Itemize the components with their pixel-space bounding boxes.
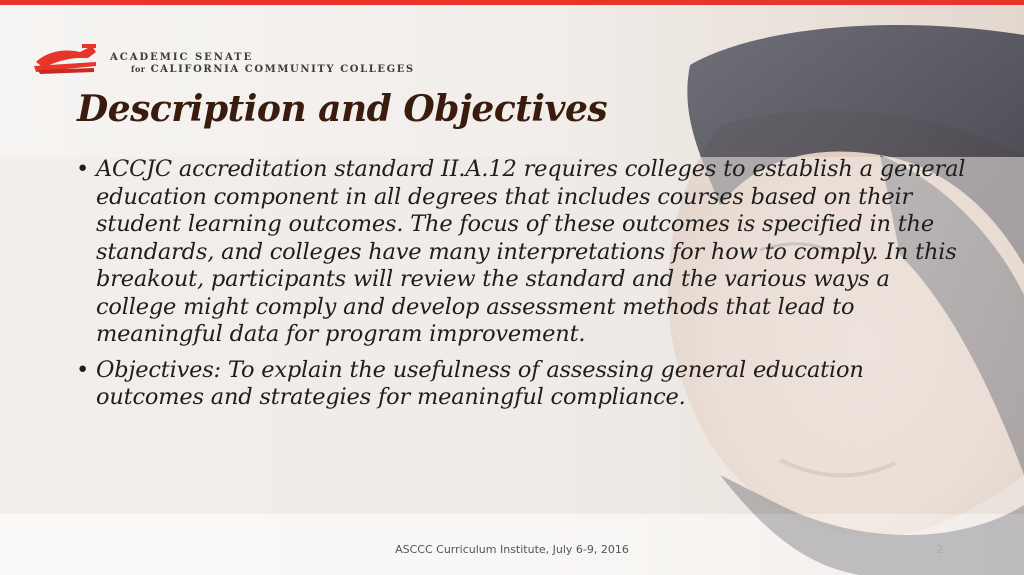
bullet-dot-icon: • [76,156,90,182]
slide-footer: ASCCC Curriculum Institute, July 6-9, 2016 [395,543,629,556]
page-number: 2 [936,543,943,556]
bullet-text: Objectives: To explain the usefulness of assessing general education outcomes and strategies for meaningful compliance. [96,356,864,410]
logo-subtitle-main: CALIFORNIA COMMUNITY COLLEGES [150,64,415,75]
logo-subtitle-prefix: for [131,64,146,74]
bullet-text: ACCJC accreditation standard II.A.12 requires colleges to establish a general education component in all degrees that includes courses based on their student learning outcomes. The focus of these outcomes is specified in the standards, and colleges have many interpretations for how to comply. In this breakout, participants will review the standard and the various ways a college might comply and develop assessment methods that lead to meaningful data for program improvement. [96,156,966,347]
logo-title: ACADEMIC SENATE [110,52,254,63]
slide-title: Description and Objectives [77,88,608,130]
bullet-item [76,156,976,349]
bullet-dot-icon: • [76,356,90,383]
bullet-list [76,156,976,420]
bullet-item [76,357,976,412]
logo-subtitle [131,64,415,75]
